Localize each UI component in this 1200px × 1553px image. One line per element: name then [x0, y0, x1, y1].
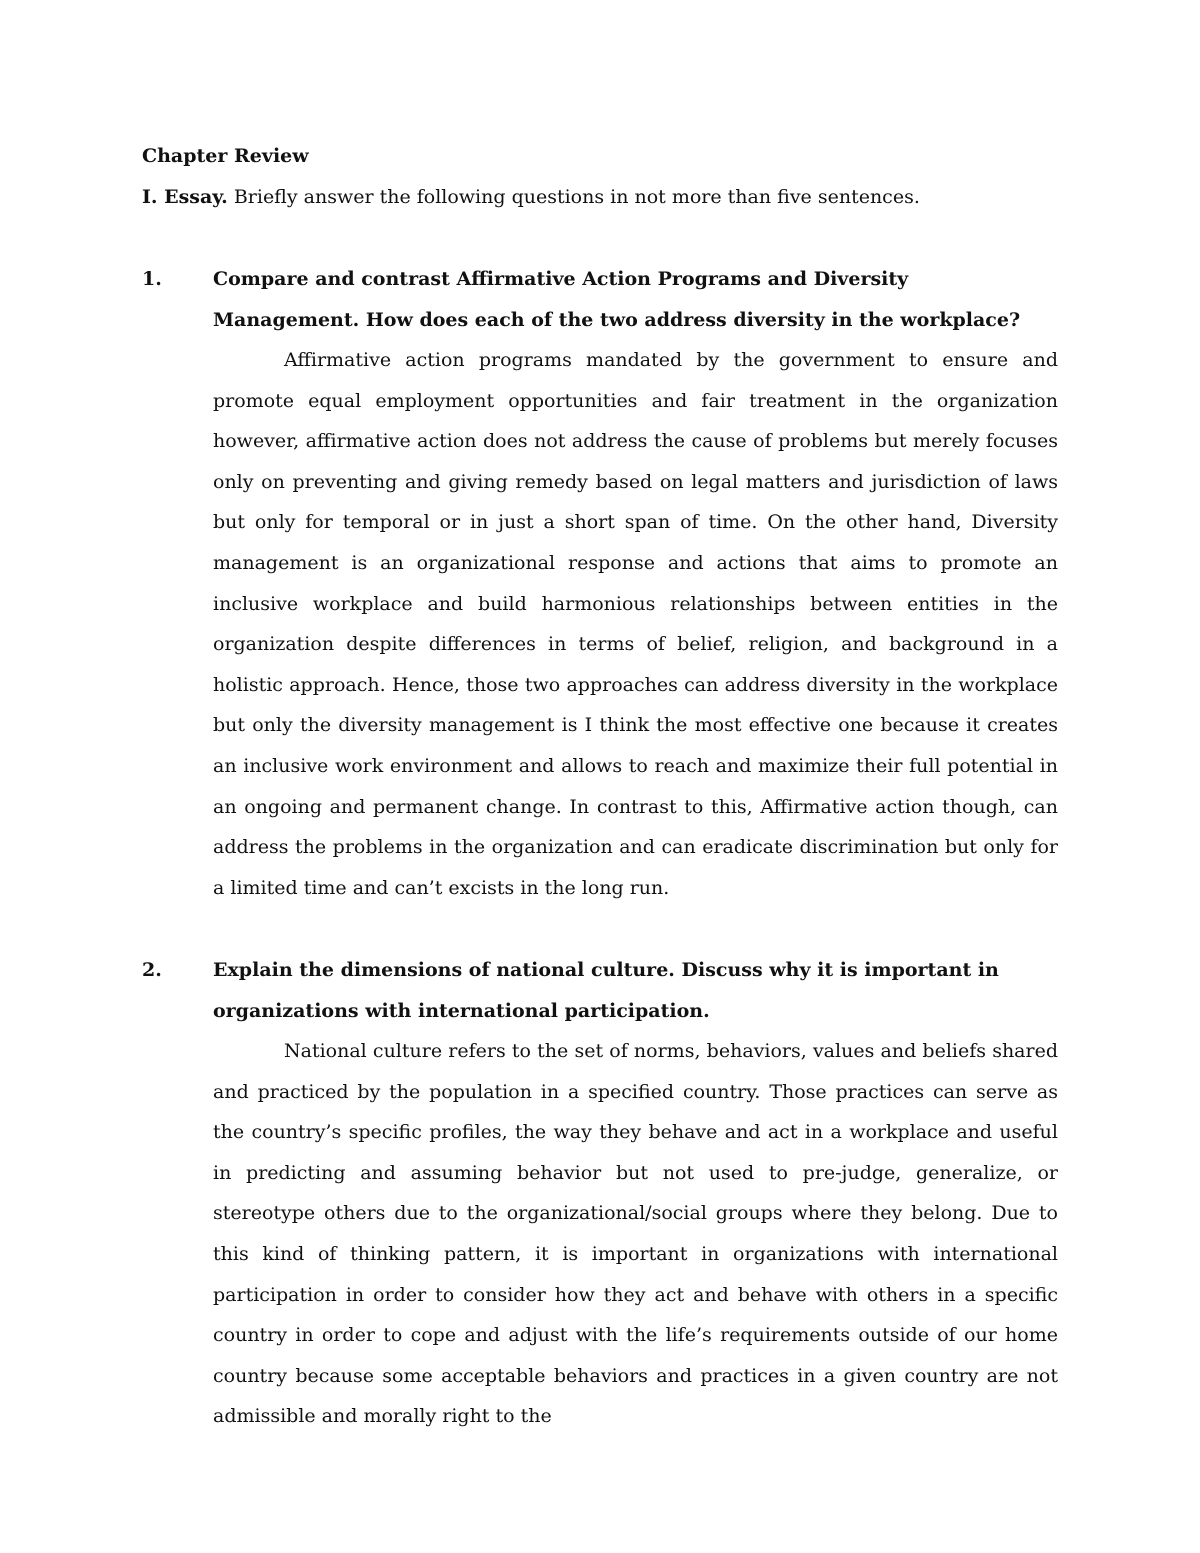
section-instruction: [142, 183, 920, 211]
question-number: 1.: [142, 268, 162, 290]
question-text: Explain the dimensions of national culture. Discuss why it is important in organizations with international participation.: [213, 959, 999, 1022]
chapter-title: Chapter Review: [142, 145, 309, 167]
question-item: [142, 259, 1058, 909]
question-item: [142, 950, 1058, 1428]
question-number: 2.: [142, 959, 162, 981]
answer-paragraph: National culture refers to the set of norms, behaviors, values and beliefs shared and practiced by the population in a specified country. Those practices can serve as the country’s specific profiles, the way they behave and act in a workplace and useful in predicting and assuming behavior but not used to pre-judge, generalize, or stereotype others due to the organizational/social groups where they belong. Due to this kind of thinking pattern, it is important in organizations with international participation in order to consider how they act and behave with others in a specific country in order to cope and adjust with the life’s requirements outside of our home country because some acceptable behaviors and practices in a given country are not admissible and morally right to the: [213, 1040, 1058, 1428]
answer-paragraph: Affirmative action programs mandated by the government to ensure and promote equal employment opportunities and fair treatment in the organization however, affirmative action does not address the cause of problems but merely focuses only on preventing and giving remedy based on legal matters and jurisdiction of laws but only for temporal or in just a short span of time. On the other hand, Diversity management is an organizational response and actions that aims to promote an inclusive workplace and build harmonious relationships between entities in the organization despite differences in terms of belief, religion, and background in a holistic approach. Hence, those two approaches can address diversity in the workplace but only the diversity management is I think the most effective one because it creates an inclusive work environment and allows to reach and maximize their full potential in an ongoing and permanent change. In contrast to this, Affirmative action though, can address the problems in the organization and can eradicate discrimination but only for a limited time and can’t excists in the long run.: [213, 349, 1058, 899]
question-text: Compare and contrast Affirmative Action Programs and Diversity Management. How does each of the two address diversity in the workplace?: [213, 268, 1021, 331]
section-label: I. Essay.: [142, 186, 228, 208]
section-instruction-text: Briefly answer the following questions in not more than five sentences.: [227, 186, 920, 208]
